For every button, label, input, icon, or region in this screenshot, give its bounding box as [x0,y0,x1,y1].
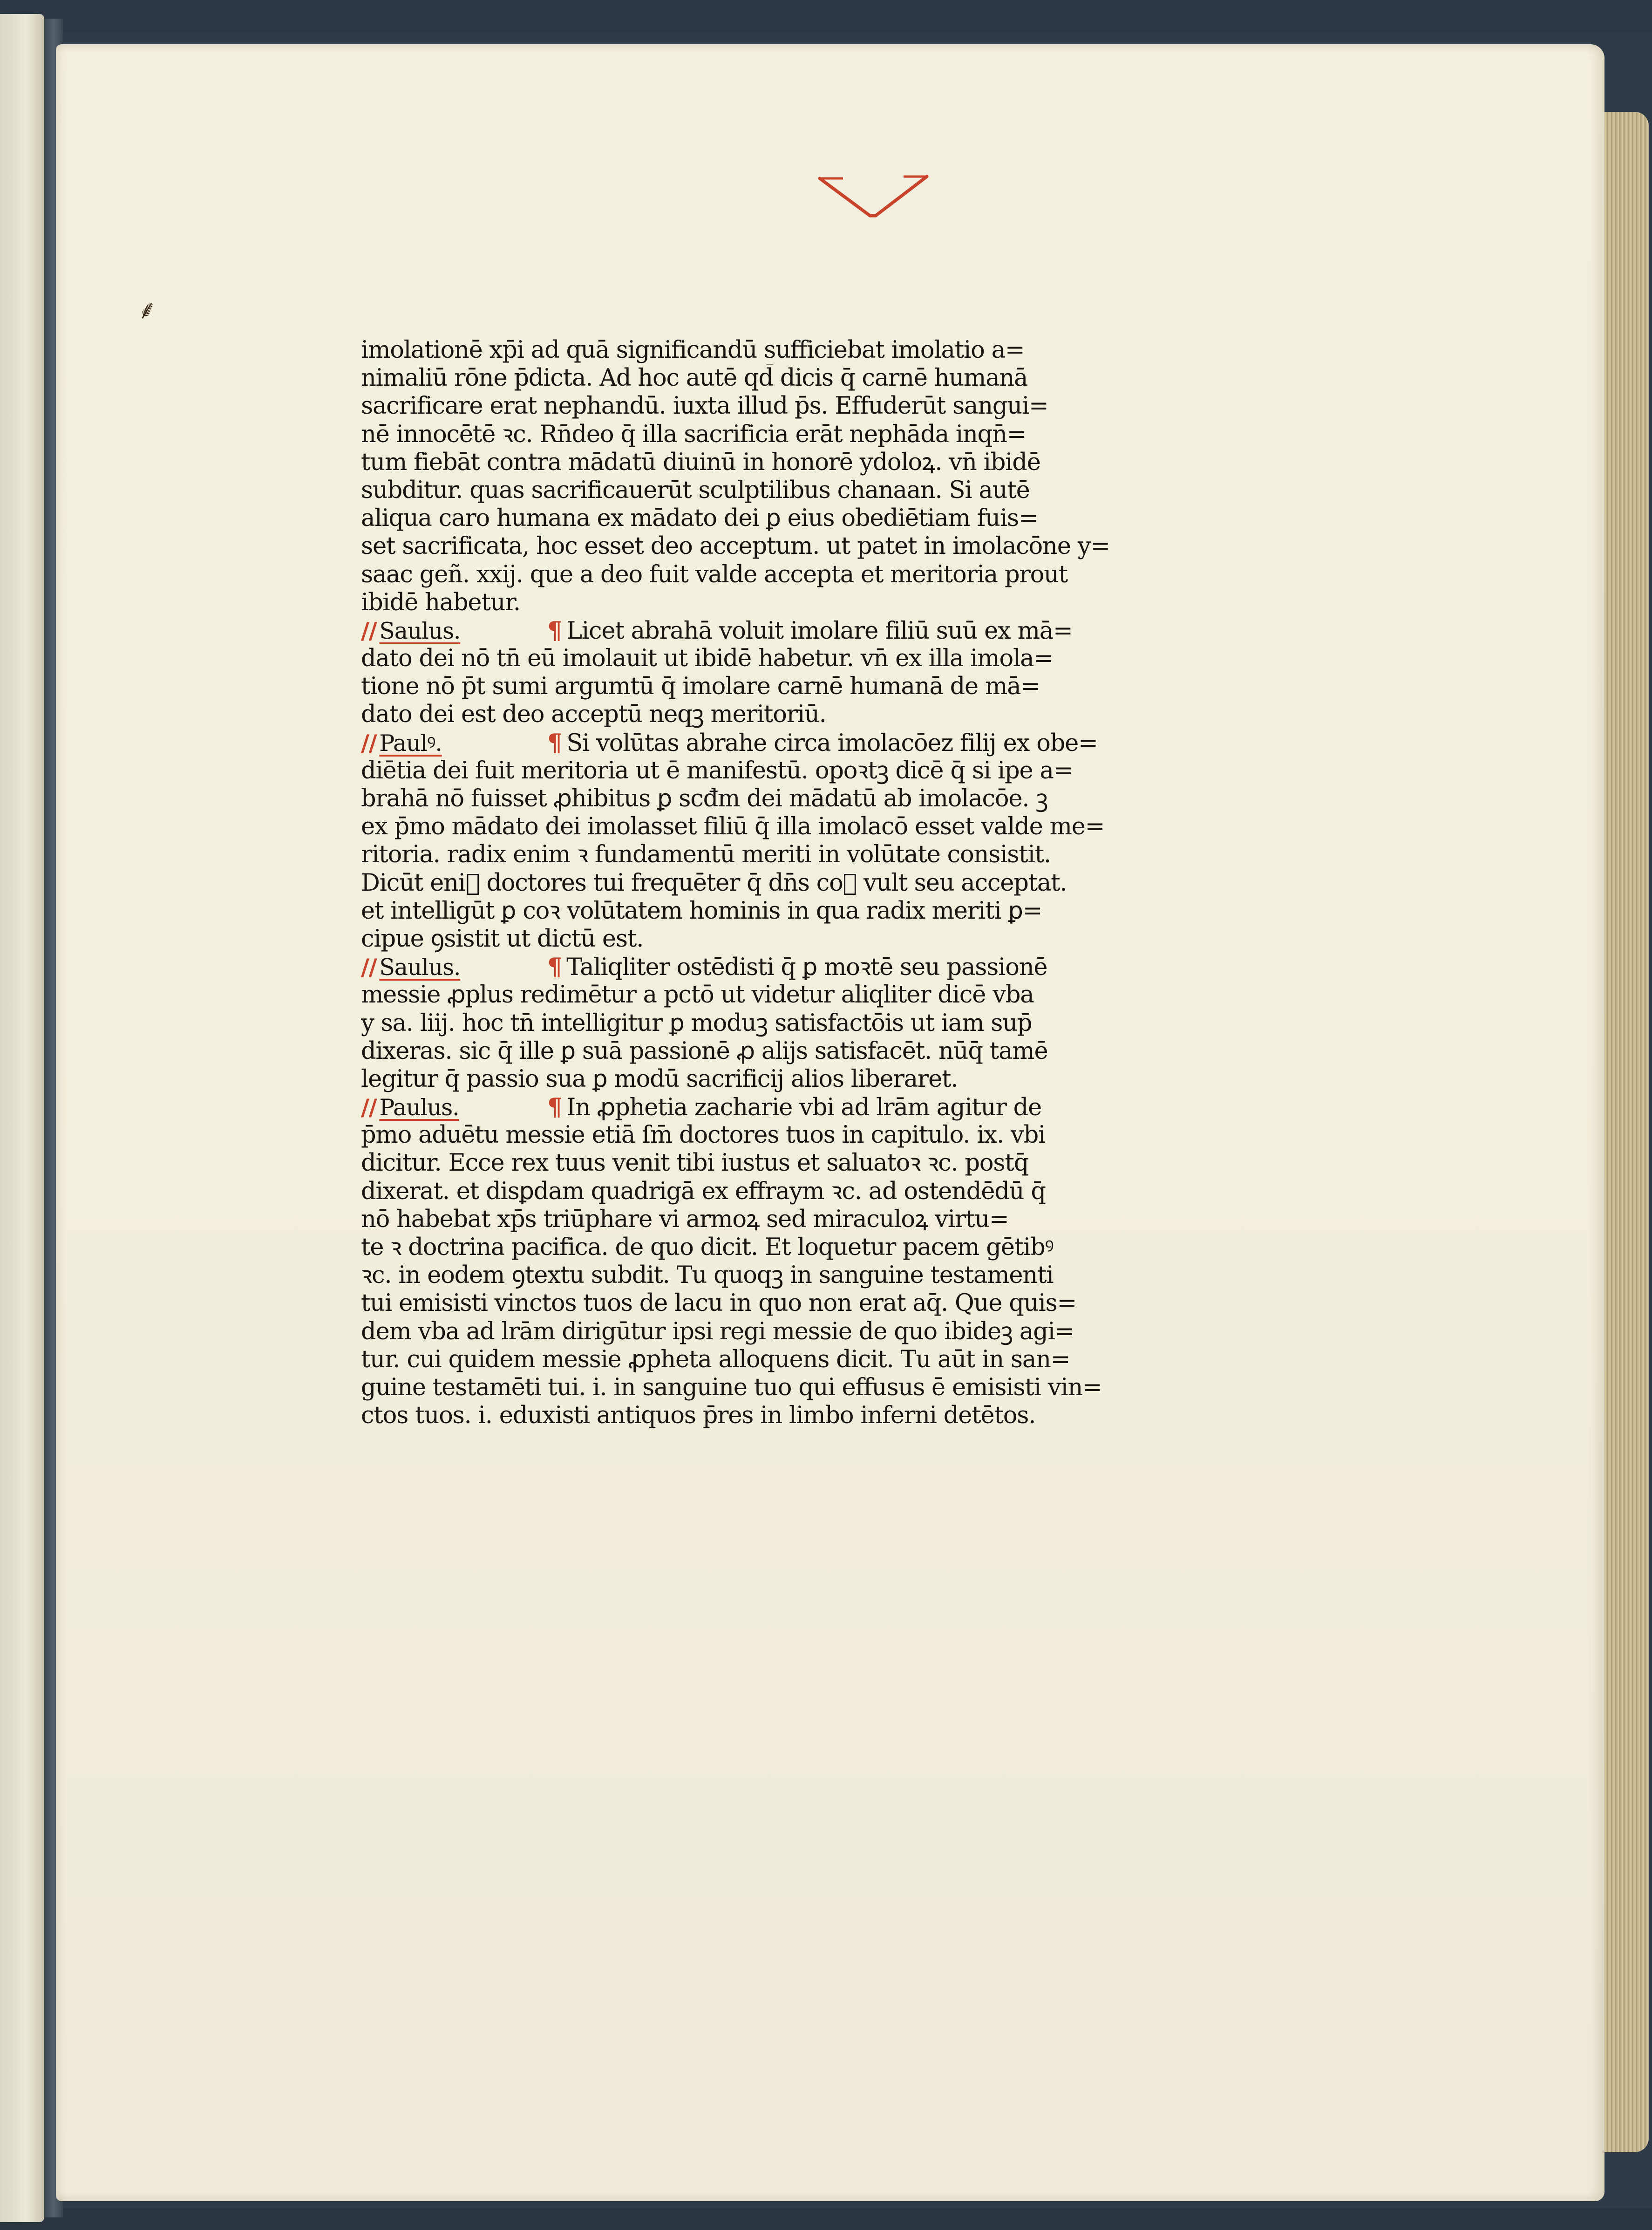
speaker-name: Paulꝰ. [379,730,442,757]
line-text: Dicūt eni᷑ doctores tui frequēter q̄ dn̄s coꝛ vult seu acceptat. [361,869,1067,897]
text-line [361,561,1225,589]
line-text: diētia dei fuit meritoria ut ē manifestū. opoꝛtꝫ dicē q̄ si ipe a= [361,757,1073,784]
rubric-mark-icon: // [361,729,377,757]
line-text: brahā nō fuisset ꝓhibitus ꝑ scđm dei mādatū ab imolacōe. ꝫ [361,785,1048,812]
text-line [361,673,1225,701]
text-line [361,701,1225,729]
text-line [361,477,1225,505]
text-line [361,1346,1225,1374]
text-line [361,1289,1225,1317]
speaker-label [361,1093,547,1121]
rubric-mark-icon: // [361,1094,377,1121]
text-line [361,421,1225,449]
line-text: tum fiebāt contra mādatū diuinū in honorē ydoloꝝ. vn̄ ibidē [361,448,1040,476]
speaker-name: Saulus. [379,617,461,644]
pilcrow-icon: ¶ [547,1093,562,1122]
line-text: nimaliū rōne p̄dicta. Ad hoc autē qd̄ dicis q̄ carnē humanā [361,364,1028,392]
text-block [361,336,1225,1430]
line-text: et intelligūt ꝑ coꝛ volūtatem hominis in qua radix meriti ꝑ= [361,897,1042,925]
text-line [361,1065,1225,1093]
line-text: ibidē habetur. [361,588,520,616]
line-text: ꝛc. in eodem ꝯtextu subdit. Tu quoqꝫ in sanguine testamenti [361,1262,1054,1289]
text-line [361,953,1225,981]
text-line [361,532,1225,560]
signature-mark-v [815,170,931,221]
pen-mark: ⸙ [137,295,157,325]
line-text: Taliqliter ostēdisti q̄ ꝑ moꝛtē seu passionē [566,954,1047,982]
line-text: Licet abrahā voluit imolare filiū suū ex mā= [566,617,1073,645]
line-text: tur. cui quidem messie ꝓpheta alloquens dicit. Tu aūt in san= [361,1345,1070,1373]
facing-page-edge [0,14,44,2222]
line-text: nō habebat xp̄s triūphare vi armoꝝ sed miraculoꝝ virtu= [361,1205,1009,1233]
text-line [361,1093,1225,1121]
line-text: set sacrificata, hoc esset deo acceptum. ut patet in imolacōne y= [361,532,1110,560]
text-line [361,1178,1225,1206]
text-line [361,785,1225,813]
line-text: Si volūtas abrahe circa imolacōez filij ex obe= [566,729,1098,757]
line-text: saac geñ. xxij. que a deo fuit valde accepta et meritoria prout [361,560,1068,588]
text-line [361,897,1225,925]
text-line [361,1374,1225,1402]
line-text: tione nō p̄t sumi argumtū q̄ imolare carnē humanā de mā= [361,673,1040,701]
line-text: dicitur. Ecce rex tuus venit tibi iustus et saluatoꝛ ꝛc. postq̄ [361,1149,1029,1177]
line-text: nē innocētē ꝛc. Rn̄deo q̄ illa sacrificia erāt nephāda inqn̄= [361,420,1027,448]
pilcrow-icon: ¶ [547,729,562,757]
text-line [361,869,1225,897]
text-line [361,1234,1225,1262]
line-text: imolationē xp̄i ad quā significandū sufficiebat imolatio a= [361,336,1025,364]
text-line [361,1121,1225,1149]
line-text: p̄mo aduētu messie etiā ſm̄ doctores tuos in capitulo. ix. vbi [361,1121,1046,1149]
speaker-name: Saulus. [379,954,461,981]
line-text: subditur. quas sacrificauerūt sculptilibus chanaan. Si autē [361,476,1030,504]
text-line [361,757,1225,785]
speaker-name: Paulus. [379,1094,459,1121]
text-line [361,813,1225,841]
text-line [361,1149,1225,1177]
line-text: dixeras. sic q̄ ille ꝑ suā passionē ꝓ alijs satisfacēt. nūq̄ tamē [361,1037,1048,1065]
pilcrow-icon: ¶ [547,616,562,645]
line-text: dem vba ad lrām dirigūtur ipsi regi messie de quo ibideꝫ agi= [361,1317,1074,1345]
rubric-mark-icon: // [361,954,377,981]
text-line [361,841,1225,869]
line-text: y sa. liij. hoc tn̄ intelligitur ꝑ moduꝫ satisfactōis ut iam sup̄ [361,1009,1032,1037]
line-text: ritoria. radix enim ꝛ fundamentū meriti in volūtate consistit. [361,841,1051,869]
line-text: guine testamēti tui. i. in sanguine tuo qui effusus ē emisisti vin= [361,1373,1102,1401]
line-text: cipue ꝯsistit ut dictū est. [361,925,644,953]
text-line [361,1037,1225,1065]
text-line [361,1402,1225,1430]
line-text: dato dei est deo acceptū neqꝫ meritoriū. [361,701,826,729]
text-line [361,981,1225,1009]
line-text: ctos tuos. i. eduxisti antiquos p̄res in limbo inferni detētos. [361,1402,1036,1430]
line-text: te ꝛ doctrina pacifica. de quo dicit. Et loquetur pacem gētibꝰ [361,1234,1054,1261]
text-line [361,925,1225,953]
pilcrow-icon: ¶ [547,953,562,982]
line-text: dixerat. et disꝑdam quadrigā ex effraym ꝛc. ad ostendēdū q̄ [361,1177,1046,1205]
text-line [361,645,1225,673]
rubric-mark-icon: // [361,617,377,644]
line-text: In ꝓphetia zacharie vbi ad lrām agitur de [566,1094,1042,1122]
text-line [361,392,1225,420]
speaker-label [361,953,547,981]
line-text: dato dei nō tn̄ eū imolauit ut ibidē habetur. vn̄ ex illa imola= [361,645,1053,673]
text-line [361,505,1225,532]
speaker-label [361,617,547,645]
text-line [361,1206,1225,1234]
line-text: ex p̄mo mādato dei imolasset filiū q̄ illa imolacō esset valde me= [361,813,1105,841]
text-line [361,336,1225,364]
line-text: messie ꝓplus redimētur a pctō ut videtur aliqliter dicē vba [361,981,1034,1009]
text-line [361,617,1225,645]
background-bottom [0,2208,1652,2230]
line-text: sacrificare erat nephandū. iuxta illud p̄s. Effuderūt sangui= [361,392,1048,420]
text-line [361,589,1225,617]
text-line [361,729,1225,757]
line-text: aliqua caro humana ex mādato dei ꝑ eius obediētiam fuis= [361,505,1038,532]
text-line [361,1009,1225,1037]
text-line [361,364,1225,392]
line-text: legitur q̄ passio sua ꝑ modū sacrificij alios liberaret. [361,1065,958,1093]
text-line [361,1318,1225,1346]
text-line [361,449,1225,477]
speaker-label [361,729,547,757]
line-text: tui emisisti vinctos tuos de lacu in quo non erat aq̄. Que quis= [361,1289,1077,1317]
text-line [361,1262,1225,1289]
background-top [0,0,1652,33]
